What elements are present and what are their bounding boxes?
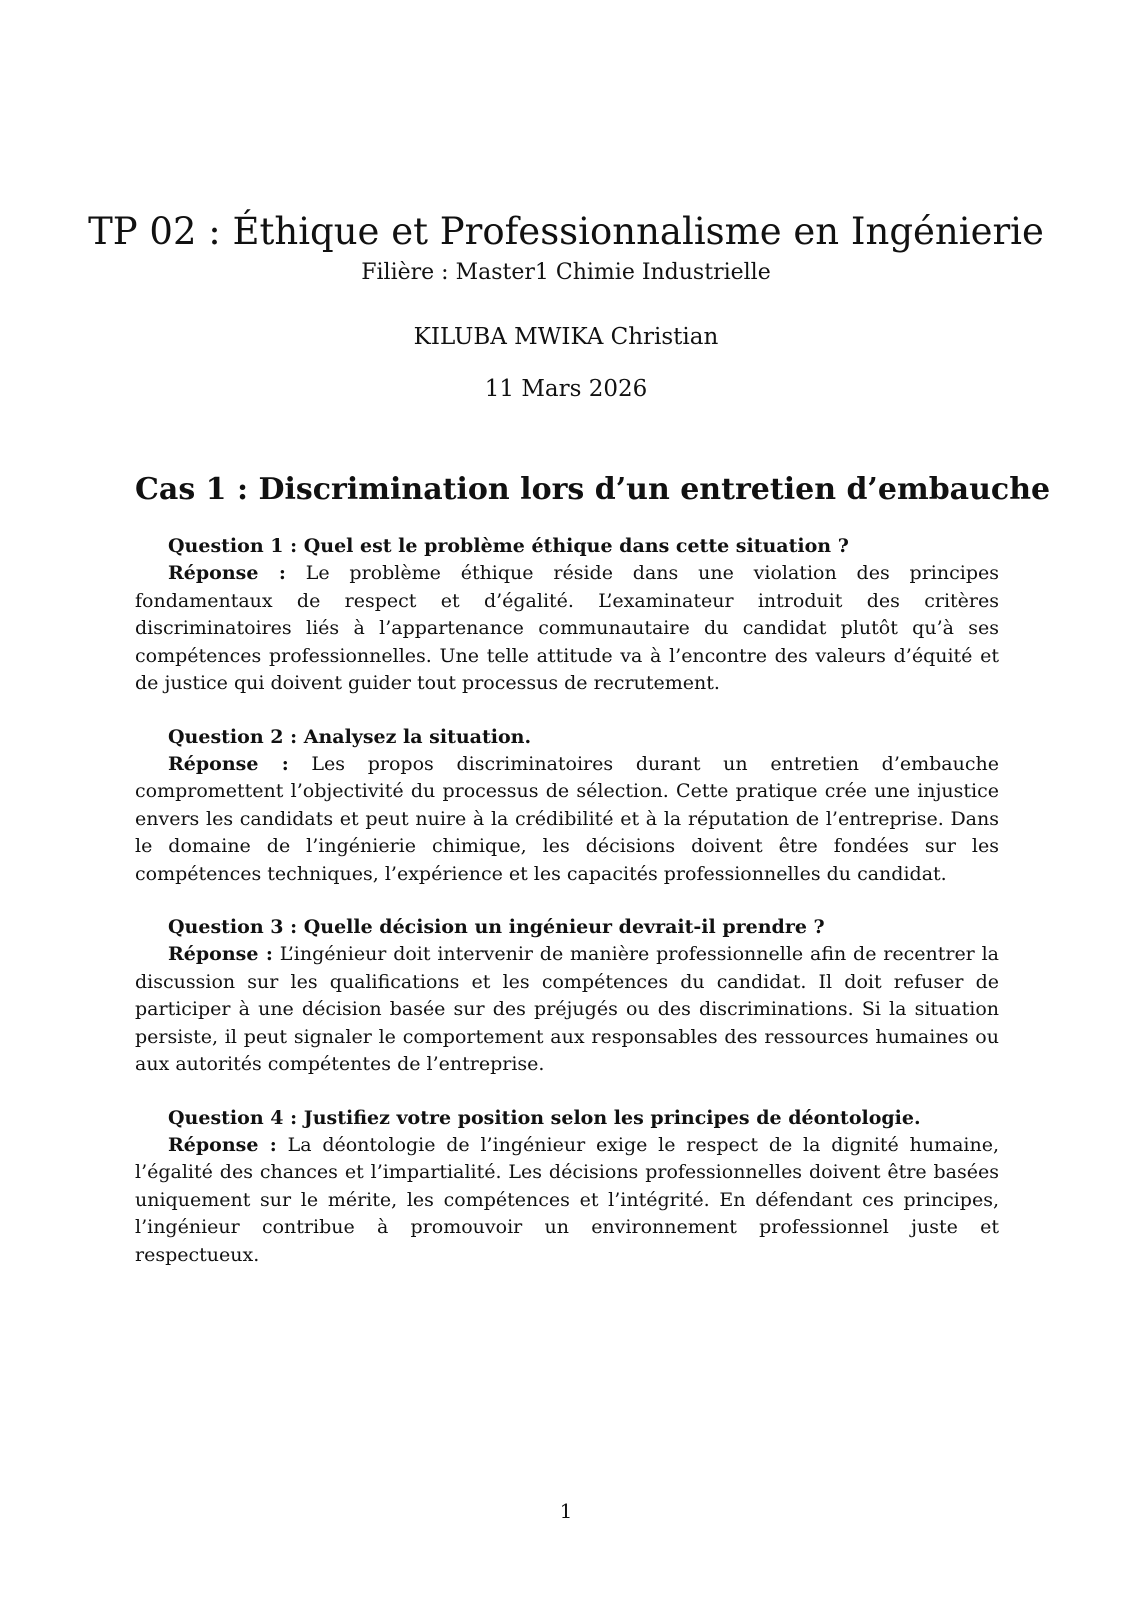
answer-text: Les propos discriminatoires durant un entretien d’embauche compromettent l’objectivité du processus de sélection. Cette pratique crée une injustice envers les candidats et peut nuire à la crédibilité et à la réputation de l’entreprise. Dans le domaine de l’ingénierie chimique, les décisions doivent être fondées sur les compétences techniques, l’expérience et les capacités professionnelles du candidat. xyxy=(135,752,999,885)
qa-block-3 xyxy=(135,914,999,1079)
answer-3 xyxy=(135,941,999,1079)
qa-block-4 xyxy=(135,1105,999,1270)
answer-label: Réponse : xyxy=(168,562,286,584)
document-date: 11 Mars 2026 xyxy=(484,376,648,402)
answer-label: Réponse : xyxy=(168,752,289,775)
answer-2 xyxy=(135,751,999,889)
author-name: KILUBA MWIKA Christian xyxy=(413,324,719,350)
qa-block-2 xyxy=(135,724,999,889)
answer-text: Le problème éthique réside dans une violation des principes fondamentaux de respect et d’égalité. L’examinateur introduit des critères discriminatoires liés à l’appartenance communautaire du candidat plutôt qu’à ses compétences professionnelles. Une telle attitude va à l’encontre des valeurs d’équité et de justice qui doivent guider tout processus de recrutement. xyxy=(135,562,999,694)
answer-text: L’ingénieur doit intervenir de manière professionnelle afin de recentrer la discussion sur les qualifications et les compétences du candidat. Il doit refuser de participer à une décision basée sur des préjugés ou des discriminations. Si la situation persiste, il peut signaler le comportement aux responsables des ressources humaines ou aux autorités compétentes de l’entreprise. xyxy=(135,943,999,1075)
answer-label: Réponse : xyxy=(168,943,273,965)
answer-1 xyxy=(135,560,999,698)
answer-4 xyxy=(135,1132,999,1270)
page-number: 1 xyxy=(559,1499,573,1523)
qa-block-1 xyxy=(135,533,999,698)
question-1: Question 1 : Quel est le problème éthique dans cette situation ? xyxy=(168,535,849,557)
answer-text: La déontologie de l’ingénieur exige le respect de la dignité humaine, l’égalité des chances et l’impartialité. Les décisions professionnelles doivent être basées uniquement sur le mérite, les compétences et l’intégrité. En défendant ces principes, l’ingénieur contribue à promouvoir un environnement professionnel juste et respectueux. xyxy=(135,1133,999,1266)
question-4: Question 4 : Justifiez votre position selon les principes de déontologie. xyxy=(168,1106,921,1129)
answer-label: Réponse : xyxy=(168,1133,277,1156)
document-title: TP 02 : Éthique et Professionnalisme en Ingénierie xyxy=(88,210,1044,253)
question-3: Question 3 : Quelle décision un ingénieur devrait-il prendre ? xyxy=(168,916,825,938)
document-subtitle: Filière : Master1 Chimie Industrielle xyxy=(361,260,771,285)
question-2: Question 2 : Analysez la situation. xyxy=(168,725,532,748)
section-title: Cas 1 : Discrimination lors d’un entretien d’embauche xyxy=(135,472,1051,507)
section-content xyxy=(135,533,999,1295)
